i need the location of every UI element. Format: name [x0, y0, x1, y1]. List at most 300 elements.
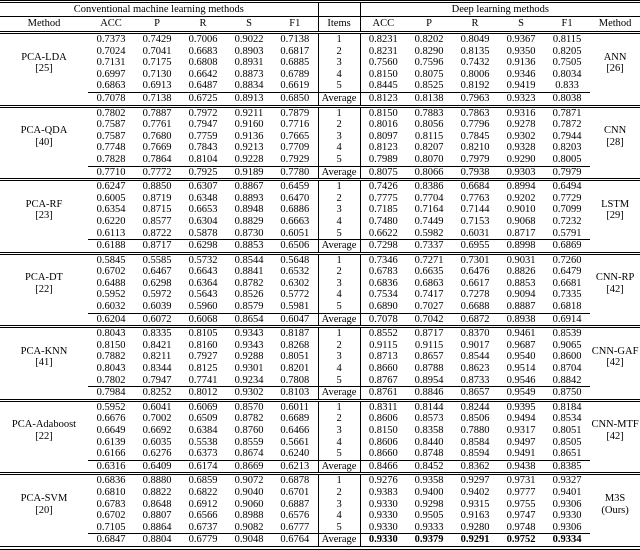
- metric-cell: 0.6818: [552, 301, 582, 313]
- metric-cell: 0.8006: [460, 68, 490, 80]
- data-row: [0, 119, 640, 131]
- metric-cell: 0.8579: [234, 301, 264, 313]
- metric-cell: 0.8782: [234, 277, 264, 289]
- metric-cell: 0.8506: [460, 413, 490, 425]
- metric-cell: 0.6373: [188, 448, 218, 460]
- metric-cell: 0.9755: [506, 498, 536, 510]
- item-cell: 1: [318, 33, 360, 46]
- metric-cell: 0.8244: [460, 401, 490, 413]
- metric-cell: 0.8290: [414, 45, 444, 57]
- data-row: [0, 413, 640, 425]
- metric-cell: 0.7271: [414, 254, 444, 266]
- metric-cell: 0.6836: [368, 277, 398, 289]
- metric-cell: 0.8730: [234, 227, 264, 239]
- item-cell: 2: [318, 266, 360, 278]
- average-row: [0, 166, 640, 180]
- metric-cell: 0.6479: [552, 266, 582, 278]
- metric-cell: 0.8440: [414, 436, 444, 448]
- item-cell: 4: [318, 69, 360, 81]
- method-ref: [42]: [606, 283, 624, 295]
- span-header-left: Conventional machine learning methods: [0, 2, 318, 17]
- metric-cell: 0.6913: [142, 80, 172, 92]
- metric-cell: 0.7669: [142, 142, 172, 154]
- average-method-left-empty: [0, 534, 88, 548]
- metric-cell: 0.7883: [414, 107, 444, 119]
- metric-cell: 0.8160: [188, 339, 218, 351]
- data-row: [0, 131, 640, 143]
- method-name: CNN-RP: [595, 272, 635, 284]
- metric-cell: 0.8115: [552, 34, 582, 45]
- metric-cell: 0.6635: [414, 266, 444, 278]
- metric-cell: 0.8097: [368, 130, 398, 142]
- metric-cell: 0.6039: [142, 301, 172, 313]
- metric-cell: 0.7105: [96, 521, 126, 533]
- metric-cell: 0.7759: [188, 130, 218, 142]
- metric-cell: 0.8829: [234, 215, 264, 227]
- average-metric-cell: 0.9189: [226, 166, 272, 180]
- results-tbody: [0, 33, 640, 548]
- metric-cell: 0.7741: [188, 374, 218, 386]
- metric-cell: 0.7929: [280, 153, 310, 165]
- metric-cell: 0.9234: [234, 374, 264, 386]
- item-cell: 5: [318, 448, 360, 460]
- metric-cell: 0.8713: [368, 351, 398, 363]
- item-cell: 5: [318, 522, 360, 534]
- average-metric-cell: 0.8252: [134, 387, 180, 401]
- metric-cell: 0.8049: [460, 34, 490, 45]
- metric-cell: 0.9278: [506, 119, 536, 131]
- metric-cell: 0.8386: [414, 181, 444, 193]
- method-ref: [28]: [606, 136, 624, 148]
- average-metric-cell: 0.9752: [498, 534, 544, 548]
- metric-cell: 0.7429: [142, 34, 172, 45]
- metric-cell: 0.9060: [234, 498, 264, 510]
- data-row: [0, 301, 640, 313]
- metric-cell: 0.7449: [414, 215, 444, 227]
- metric-cell: 0.8105: [188, 328, 218, 340]
- data-row: [0, 327, 640, 340]
- metric-cell: 0.6643: [188, 266, 218, 278]
- metric-cell: 0.6476: [460, 266, 490, 278]
- item-cell: 3: [318, 131, 360, 143]
- average-metric-cell: 0.8362: [452, 460, 498, 474]
- metric-cell: 0.7099: [552, 204, 582, 216]
- metric-cell: 0.7709: [280, 142, 310, 154]
- metric-cell: 0.7843: [188, 142, 218, 154]
- data-row: [0, 363, 640, 375]
- metric-cell: 0.8600: [552, 351, 582, 363]
- average-row: [0, 240, 640, 254]
- metric-cell: 0.7796: [460, 119, 490, 131]
- metric-cell: 0.8075: [414, 68, 444, 80]
- metric-cell: 0.6701: [280, 486, 310, 498]
- metric-cell: 0.6139: [96, 436, 126, 448]
- col-header-method-right: Method: [590, 17, 640, 33]
- metric-cell: 0.7864: [142, 153, 172, 165]
- metric-cell: 0.6822: [188, 486, 218, 498]
- metric-cell: 0.6487: [188, 80, 218, 92]
- item-cell: 3: [318, 204, 360, 216]
- method-name: CNN-MTF: [591, 419, 639, 431]
- data-row: [0, 499, 640, 511]
- metric-cell: 0.7027: [414, 301, 444, 313]
- metric-cell: 0.7845: [460, 130, 490, 142]
- metric-cell: 0.8202: [414, 34, 444, 45]
- metric-cell: 0.7232: [552, 215, 582, 227]
- average-metric-cell: 0.8103: [272, 387, 318, 401]
- metric-cell: 0.8788: [414, 363, 444, 375]
- metric-cell: 0.8822: [142, 486, 172, 498]
- item-cell: 1: [318, 327, 360, 340]
- metric-cell: 0.8201: [280, 363, 310, 375]
- metric-cell: 0.7153: [460, 215, 490, 227]
- item-cell: 5: [318, 301, 360, 313]
- metric-cell: 0.6777: [280, 521, 310, 533]
- metric-cell: 0.8853: [506, 277, 536, 289]
- average-metric-cell: 0.7925: [180, 166, 226, 180]
- metric-cell: 0.6885: [280, 57, 310, 69]
- metric-cell: 0.8034: [552, 68, 582, 80]
- method-name: M3S: [604, 493, 626, 505]
- item-cell: 3: [318, 499, 360, 511]
- data-row: [0, 106, 640, 119]
- metric-cell: 0.9068: [506, 215, 536, 227]
- metric-cell: 0.5878: [188, 227, 218, 239]
- metric-cell: 0.9163: [460, 510, 490, 522]
- average-metric-cell: 0.7042: [406, 313, 452, 327]
- metric-cell: 0.7041: [142, 45, 172, 57]
- average-metric-cell: 0.6174: [180, 460, 226, 474]
- average-metric-cell: 0.7963: [452, 92, 498, 106]
- method-name: LSTM: [601, 198, 630, 210]
- metric-cell: 0.7596: [414, 57, 444, 69]
- data-row: [0, 204, 640, 216]
- col-header-items: Items: [318, 17, 360, 33]
- item-cell: 2: [318, 193, 360, 205]
- metric-cell: 0.9401: [552, 486, 582, 498]
- average-metric-cell: 0.7772: [134, 166, 180, 180]
- metric-cell: 0.9748: [506, 521, 536, 533]
- metric-cell: 0.6240: [280, 448, 310, 460]
- average-method-left-empty: [0, 387, 88, 401]
- metric-cell: 0.8187: [280, 328, 310, 340]
- item-cell: 4: [318, 216, 360, 228]
- span-header-row: [0, 2, 640, 17]
- metric-cell: 0.7587: [96, 130, 126, 142]
- metric-cell: 0.7131: [96, 57, 126, 69]
- metric-cell: 0.8268: [280, 339, 310, 351]
- metric-cell: 0.5538: [188, 436, 218, 448]
- metric-cell: 0.8903: [234, 45, 264, 57]
- average-method-right-empty: [590, 313, 640, 327]
- metric-cell: 0.8525: [414, 80, 444, 92]
- metric-cell: 0.7927: [188, 351, 218, 363]
- item-cell: 2: [318, 340, 360, 352]
- metric-cell: 0.8115: [414, 130, 444, 142]
- metric-cell: 0.8660: [368, 363, 398, 375]
- metric-cell: 0.8144: [414, 401, 444, 413]
- metric-cell: 0.6113: [96, 227, 126, 239]
- metric-cell: 0.9115: [414, 339, 444, 351]
- metric-cell: 0.6459: [280, 181, 310, 193]
- metric-cell: 0.6166: [96, 448, 126, 460]
- data-row: [0, 522, 640, 534]
- metric-cell: 0.7002: [142, 413, 172, 425]
- metric-cell: 0.6789: [280, 68, 310, 80]
- col-header-s-right: S: [498, 17, 544, 33]
- metric-cell: 0.6041: [142, 401, 172, 413]
- method-ref: [25]: [35, 63, 53, 75]
- metric-cell: 0.8867: [234, 181, 264, 193]
- method-cell-right: [590, 327, 640, 387]
- method-name: PCA-KNN: [20, 345, 68, 357]
- average-metric-cell: 0.7337: [406, 240, 452, 254]
- average-metric-cell: 0.7078: [360, 313, 406, 327]
- metric-cell: 0.6890: [368, 301, 398, 313]
- item-cell: 3: [318, 278, 360, 290]
- data-row: [0, 437, 640, 449]
- metric-cell: 0.6649: [96, 425, 126, 436]
- metric-cell: 0.6676: [96, 413, 126, 425]
- metric-cell: 0.7828: [96, 153, 126, 165]
- item-cell: 2: [318, 487, 360, 499]
- metric-cell: 0.6688: [460, 301, 490, 313]
- metric-cell: 0.8648: [142, 498, 172, 510]
- metric-cell: 0.7880: [460, 425, 490, 436]
- metric-cell: 0.9115: [369, 339, 398, 351]
- metric-cell: 0.7947: [142, 374, 172, 386]
- metric-cell: 0.6808: [188, 57, 218, 69]
- metric-cell: 0.6859: [188, 475, 218, 487]
- average-metric-cell: 0.7780: [272, 166, 318, 180]
- metric-cell: 0.9302: [506, 130, 536, 142]
- average-metric-cell: 0.8075: [360, 166, 406, 180]
- metric-cell: 0.9022: [234, 34, 264, 45]
- metric-cell: 0.9731: [506, 475, 536, 487]
- metric-cell: 0.9330: [368, 498, 398, 510]
- metric-cell: 0.8948: [234, 204, 264, 216]
- metric-cell: 0.7716: [280, 119, 310, 131]
- metric-cell: 0.8717: [506, 227, 536, 239]
- metric-cell: 0.7871: [552, 107, 582, 119]
- metric-cell: 0.7138: [280, 34, 310, 45]
- metric-cell: 0.9505: [414, 510, 444, 522]
- method-ref: (Ours): [601, 504, 629, 516]
- average-metric-cell: 0.6298: [180, 240, 226, 254]
- metric-cell: 0.8211: [142, 351, 172, 363]
- average-metric-cell: 0.6725: [180, 92, 226, 106]
- col-header-p-right: P: [406, 17, 452, 33]
- metric-cell: 0.6619: [280, 80, 310, 92]
- metric-cell: 0.6689: [280, 413, 310, 425]
- metric-cell: 0.8421: [142, 339, 172, 351]
- metric-cell: 0.6466: [280, 425, 310, 436]
- method-ref: [22]: [35, 431, 53, 443]
- metric-cell: 0.6276: [142, 448, 172, 460]
- average-metric-cell: 0.6213: [272, 460, 318, 474]
- data-row: [0, 154, 640, 166]
- data-row: [0, 46, 640, 58]
- data-row: [0, 216, 640, 228]
- metric-cell: 0.7972: [188, 107, 218, 119]
- metric-cell: 0.8834: [234, 80, 264, 92]
- metric-cell: 0.9136: [234, 130, 264, 142]
- average-metric-cell: 0.6068: [180, 313, 226, 327]
- metric-cell: 0.9160: [234, 119, 264, 131]
- metric-cell: 0.8719: [142, 192, 172, 204]
- metric-cell: 0.9402: [460, 486, 490, 498]
- item-cell: 3: [318, 425, 360, 437]
- average-metric-cell: 0.7984: [88, 387, 134, 401]
- metric-cell: 0.6298: [142, 277, 172, 289]
- method-name: PCA-DT: [25, 272, 63, 284]
- metric-cell: 0.7882: [96, 351, 126, 363]
- metric-cell: 0.9317: [506, 425, 536, 436]
- metric-cell: 0.6035: [142, 436, 172, 448]
- average-metric-cell: 0.8913: [226, 92, 272, 106]
- metric-cell: 0.5952: [96, 289, 126, 301]
- metric-cell: 0.7175: [142, 57, 172, 69]
- average-metric-cell: 0.8853: [226, 240, 272, 254]
- metric-cell: 0.6692: [142, 425, 172, 436]
- metric-cell: 0.6031: [460, 227, 490, 239]
- data-row: [0, 474, 640, 487]
- metric-cell: 0.8207: [414, 142, 444, 154]
- average-metric-cell: 0.9302: [226, 387, 272, 401]
- metric-cell: 0.6783: [368, 266, 398, 278]
- metric-cell: 0.7432: [460, 57, 490, 69]
- item-cell: 5: [318, 154, 360, 166]
- average-metric-cell: 0.8466: [360, 460, 406, 474]
- metric-cell: 0.8570: [234, 401, 264, 413]
- item-cell: 1: [318, 474, 360, 487]
- metric-cell: 0.6642: [188, 68, 218, 80]
- average-metric-cell: 0.8038: [544, 92, 590, 106]
- metric-cell: 0.8606: [368, 413, 398, 425]
- average-method-right-empty: [590, 534, 640, 548]
- average-row: [0, 313, 640, 327]
- metric-cell: 0.9333: [414, 521, 444, 533]
- metric-cell: 0.6836: [96, 475, 126, 487]
- method-cell-right: [590, 400, 640, 460]
- metric-cell: 0.7879: [280, 107, 310, 119]
- metric-cell: 0.8584: [460, 436, 490, 448]
- average-metric-cell: 0.9323: [498, 92, 544, 106]
- method-ref: [20]: [35, 504, 53, 516]
- metric-cell: 0.8016: [368, 119, 398, 131]
- metric-cell: 0.7729: [552, 192, 582, 204]
- average-label-cell: Average: [318, 460, 360, 474]
- metric-cell: 0.6702: [96, 510, 126, 522]
- average-method-left-empty: [0, 313, 88, 327]
- method-cell-left: [0, 253, 88, 313]
- method-cell-left: [0, 327, 88, 387]
- metric-cell: 0.9228: [234, 153, 264, 165]
- metric-cell: 0.8841: [234, 266, 264, 278]
- metric-cell: 0.6494: [552, 181, 582, 193]
- metric-cell: 0.9687: [506, 339, 536, 351]
- metric-cell: 0.7704: [414, 192, 444, 204]
- average-metric-cell: 0.8804: [134, 534, 180, 548]
- metric-cell: 0.8205: [552, 45, 582, 57]
- data-row: [0, 69, 640, 81]
- method-ref: [42]: [606, 357, 624, 369]
- metric-cell: 0.5972: [142, 289, 172, 301]
- metric-cell: 0.6348: [188, 192, 218, 204]
- item-cell: 4: [318, 363, 360, 375]
- metric-cell: 0.8704: [552, 363, 582, 375]
- metric-cell: 0.6684: [460, 181, 490, 193]
- metric-cell: 0.6810: [96, 486, 126, 498]
- metric-cell: 0.7761: [142, 119, 172, 131]
- metric-cell: 0.6702: [96, 266, 126, 278]
- metric-cell: 0.8606: [368, 436, 398, 448]
- metric-cell: 0.7185: [368, 204, 398, 216]
- metric-cell: 0.8192: [460, 80, 490, 92]
- metric-cell: 0.7947: [188, 119, 218, 131]
- average-metric-cell: 0.6188: [88, 240, 134, 254]
- average-method-right-empty: [590, 166, 640, 180]
- metric-cell: 0.8210: [460, 142, 490, 154]
- column-header-row: [0, 17, 640, 33]
- metric-cell: 0.5981: [280, 301, 310, 313]
- metric-cell: 0.6384: [188, 425, 218, 436]
- metric-cell: 0.8880: [142, 475, 172, 487]
- average-label-cell: Average: [318, 313, 360, 327]
- average-row: [0, 387, 640, 401]
- metric-cell: 0.7863: [460, 107, 490, 119]
- metric-cell: 0.8715: [142, 204, 172, 216]
- metric-cell: 0.7534: [368, 289, 398, 301]
- data-row: [0, 57, 640, 69]
- metric-cell: 0.9301: [234, 363, 264, 375]
- metric-cell: 0.8594: [460, 448, 490, 460]
- average-method-left-empty: [0, 460, 88, 474]
- data-row: [0, 180, 640, 193]
- metric-cell: 0.6532: [280, 266, 310, 278]
- metric-cell: 0.8657: [414, 351, 444, 363]
- metric-cell: 0.6069: [188, 401, 218, 413]
- method-ref: [42]: [606, 431, 624, 443]
- average-metric-cell: 0.8654: [226, 313, 272, 327]
- data-row: [0, 193, 640, 205]
- metric-cell: 0.8231: [368, 34, 398, 45]
- metric-cell: 0.9202: [506, 192, 536, 204]
- metric-cell: 0.5732: [188, 254, 218, 266]
- metric-cell: 0.9276: [368, 475, 398, 487]
- average-label-cell: Average: [318, 240, 360, 254]
- metric-cell: 0.7748: [96, 142, 126, 154]
- average-metric-cell: 0.9379: [406, 534, 452, 548]
- average-metric-cell: 0.8066: [406, 166, 452, 180]
- metric-cell: 0.6863: [96, 80, 126, 92]
- metric-cell: 0.8623: [460, 363, 490, 375]
- average-metric-cell: 0.8846: [406, 387, 452, 401]
- metric-cell: 0.9094: [506, 289, 536, 301]
- metric-cell: 0.7260: [552, 254, 582, 266]
- metric-cell: 0.8051: [280, 351, 310, 363]
- metric-cell: 0.8887: [506, 301, 536, 313]
- data-row: [0, 80, 640, 92]
- metric-cell: 0.7887: [142, 107, 172, 119]
- average-metric-cell: 0.8938: [498, 313, 544, 327]
- metric-cell: 0.7763: [460, 192, 490, 204]
- span-header-right: Deep learning methods: [360, 2, 640, 17]
- metric-cell: 0.9343: [234, 328, 264, 340]
- metric-cell: 0.7680: [142, 130, 172, 142]
- metric-cell: 0.7808: [280, 374, 310, 386]
- metric-cell: 0.8760: [234, 425, 264, 436]
